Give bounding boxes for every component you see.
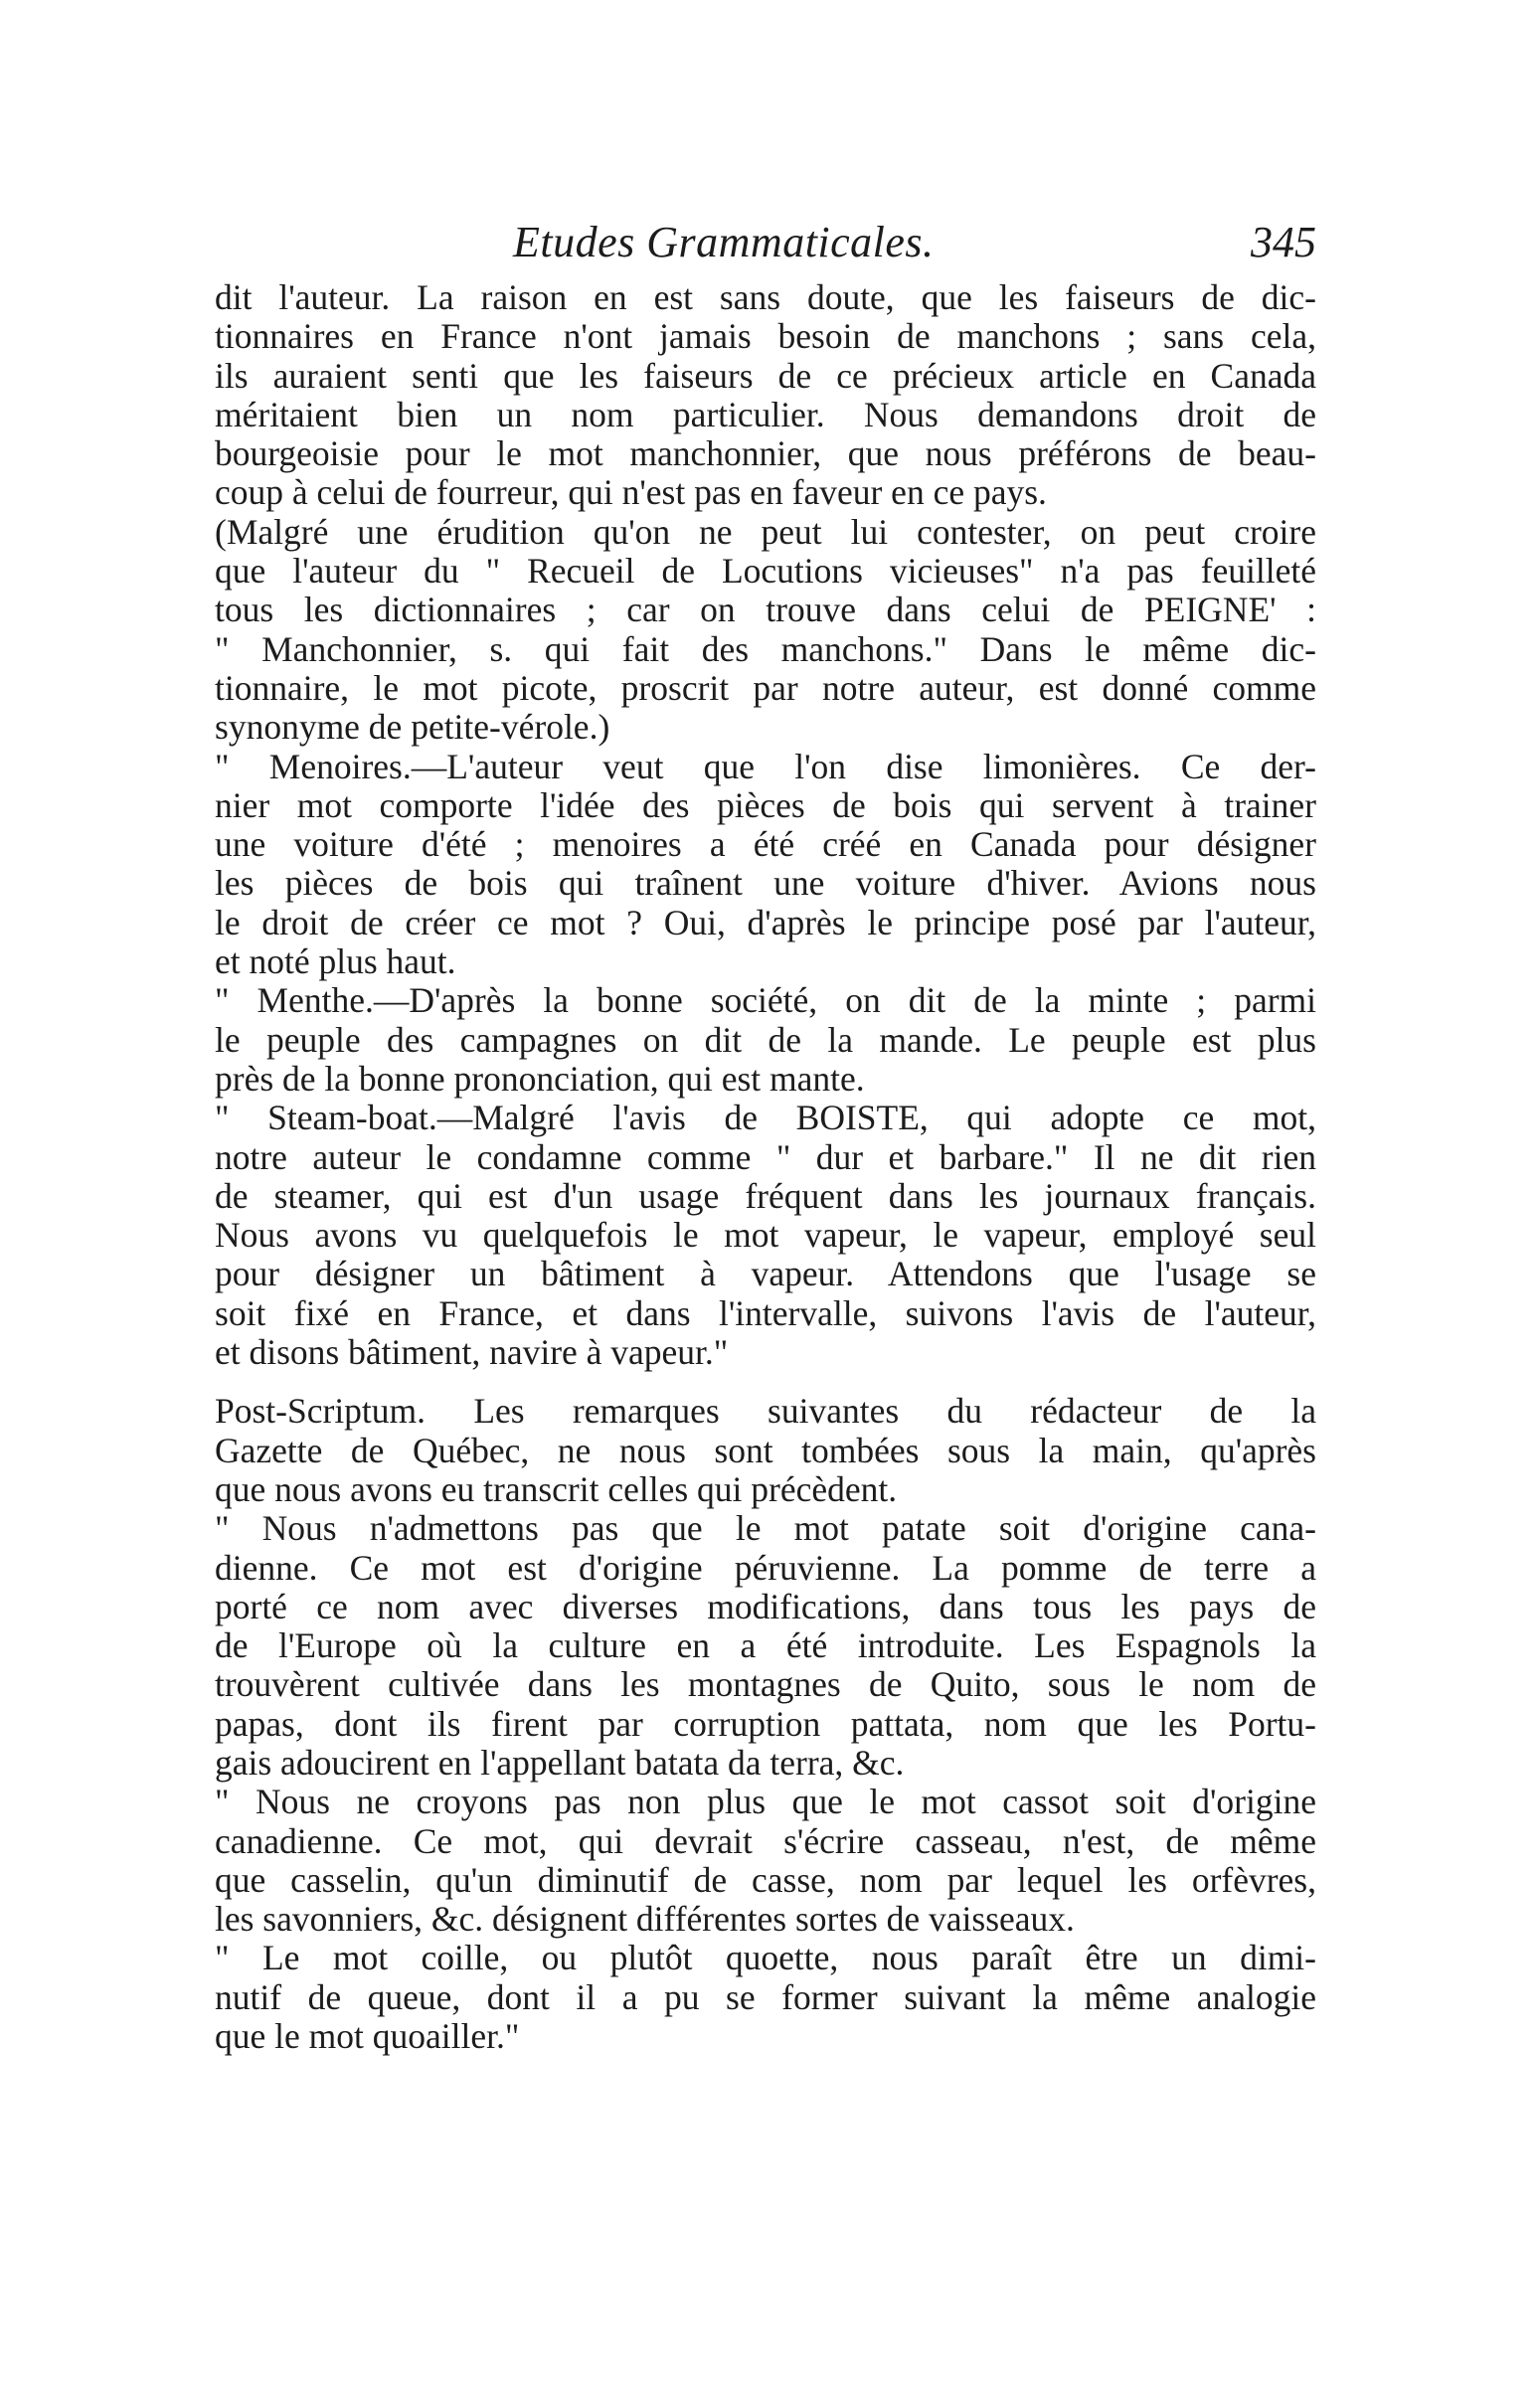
text-line: les pièces de bois qui traînent une voiture d'hiver. Avions nous xyxy=(215,863,1316,904)
text-line: notre auteur le condamne comme " dur et barbare." Il ne dit rien xyxy=(215,1136,1316,1177)
text-line: méritaient bien un nom particulier. Nous demandons droit de xyxy=(215,394,1316,434)
text-line: soit fixé en France, et dans l'intervalle, suivons l'avis de l'auteur, xyxy=(215,1292,1316,1333)
text-line: Post-Scriptum. Les remarques suivantes du rédacteur de la xyxy=(215,1391,1316,1432)
text-line: " Le mot coille, ou plutôt quoette, nous paraît être un dimi- xyxy=(215,1938,1316,1978)
text-line: " Menthe.—D'après la bonne société, on dit de la minte ; parmi xyxy=(215,980,1316,1021)
text-line: et disons bâtiment, navire à vapeur." xyxy=(215,1332,729,1373)
text-line: porté ce nom avec diverses modifications, dans tous les pays de xyxy=(215,1586,1316,1626)
text-line: Nous avons vu quelquefois le mot vapeur, le vapeur, employé seul xyxy=(215,1215,1316,1256)
text-line: (Malgré une érudition qu'on ne peut lui contester, on peut croire xyxy=(215,511,1316,552)
text-line: " Nous n'admettons pas que le mot patate soit d'origine cana- xyxy=(215,1508,1316,1549)
text-line: ils auraient senti que les faiseurs de ce précieux article en Canada xyxy=(215,355,1316,396)
text-line: " Nous ne croyons pas non plus que le mot cassot soit d'origine xyxy=(215,1782,1316,1822)
text-line: le droit de créer ce mot ? Oui, d'après le principe posé par l'auteur, xyxy=(215,902,1316,942)
text-line: tous les dictionnaires ; car on trouve dans celui de PEIGNE' : xyxy=(215,590,1316,630)
text-line: que le mot quoailler." xyxy=(215,2016,520,2057)
body-text xyxy=(215,278,1316,2056)
text-line: papas, dont ils firent par corruption pattata, nom que les Portu- xyxy=(215,1703,1316,1744)
text-line: de l'Europe où la culture en a été introduite. Les Espagnols la xyxy=(215,1625,1316,1666)
text-line: coup à celui de fourreur, qui n'est pas en faveur en ce pays. xyxy=(215,472,1047,513)
text-line: que casselin, qu'un diminutif de casse, nom par lequel les orfèvres, xyxy=(215,1859,1316,1900)
text-line: canadienne. Ce mot, qui devrait s'écrire casseau, n'est, de même xyxy=(215,1820,1316,1861)
text-line: nier mot comporte l'idée des pièces de bois qui servent à trainer xyxy=(215,784,1316,825)
text-line: nutif de queue, dont il a pu se former suivant la même analogie xyxy=(215,1976,1316,2017)
text-line: dit l'auteur. La raison en est sans doute, que les faiseurs de dic- xyxy=(215,277,1316,317)
text-line: synonyme de petite-vérole.) xyxy=(215,707,610,748)
text-line: près de la bonne prononciation, qui est mante. xyxy=(215,1058,865,1099)
text-line: que nous avons eu transcrit celles qui précèdent. xyxy=(215,1468,898,1509)
text-line: de steamer, qui est d'un usage fréquent dans les journaux français. xyxy=(215,1175,1316,1216)
text-line: bourgeoisie pour le mot manchonnier, que nous préférons de beau- xyxy=(215,433,1316,474)
text-line: que l'auteur du " Recueil de Locutions vicieuses" n'a pas feuilleté xyxy=(215,551,1316,592)
text-line: Gazette de Québec, ne nous sont tombées sous la main, qu'après xyxy=(215,1430,1316,1470)
text-line: " Steam-boat.—Malgré l'avis de BOISTE, qui adopte ce mot, xyxy=(215,1098,1316,1138)
page-number: 345 xyxy=(1251,218,1316,266)
text-line: tionnaire, le mot picote, proscrit par notre auteur, est donné comme xyxy=(215,667,1316,708)
text-line: une voiture d'été ; menoires a été créé en Canada pour désigner xyxy=(215,824,1316,865)
text-line: " Menoires.—L'auteur veut que l'on dise limonières. Ce der- xyxy=(215,746,1316,786)
text-line: pour désigner un bâtiment à vapeur. Attendons que l'usage se xyxy=(215,1254,1316,1294)
text-line: et noté plus haut. xyxy=(215,941,456,982)
text-line: dienne. Ce mot est d'origine péruvienne. La pomme de terre a xyxy=(215,1547,1316,1588)
paragraph-gap xyxy=(215,1372,1316,1392)
text-line: gais adoucirent en l'appellant batata da terra, &c. xyxy=(215,1742,905,1783)
text-line: tionnaires en France n'ont jamais besoin de manchons ; sans cela, xyxy=(215,316,1316,357)
text-line: " Manchonnier, s. qui fait des manchons." Dans le même dic- xyxy=(215,628,1316,669)
text-line: trouvèrent cultivée dans les montagnes de Quito, sous le nom de xyxy=(215,1664,1316,1705)
text-line: les savonniers, &c. désignent différentes sortes de vaisseaux. xyxy=(215,1899,1075,1940)
running-title: Etudes Grammaticales. xyxy=(513,218,935,266)
running-head xyxy=(215,217,1316,276)
text-line: le peuple des campagnes on dit de la mande. Le peuple est plus xyxy=(215,1019,1316,1060)
